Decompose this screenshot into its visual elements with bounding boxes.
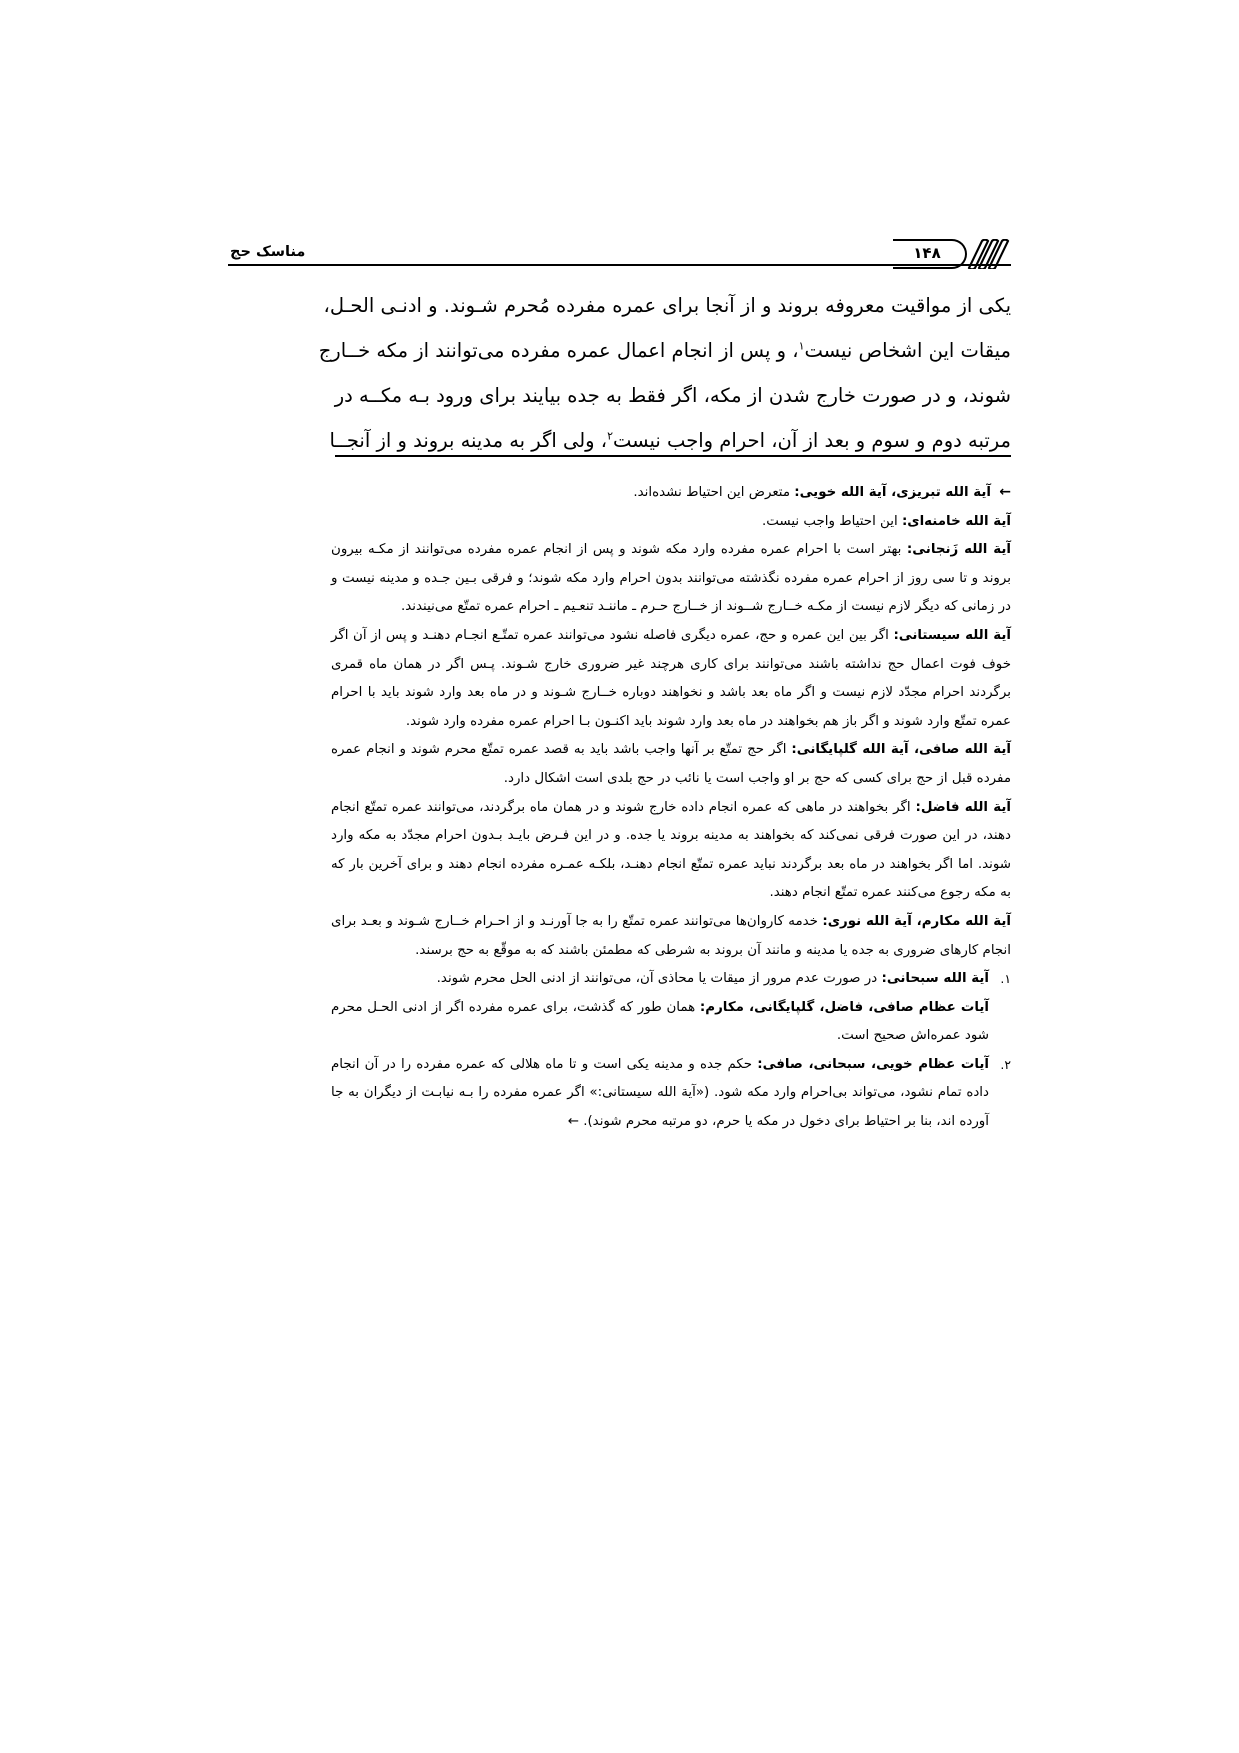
commentary-entry: [331, 736, 1011, 793]
main-body-text: [318, 283, 1011, 463]
page-number: ۱۴۸: [913, 243, 941, 262]
footnote-body: [331, 965, 989, 1051]
footnote-marker: ۲: [607, 429, 613, 443]
arrow-left-icon: ←: [999, 484, 1011, 500]
body-line: شوند، و در صورت خارج شدن از مکه، اگر فقط به جده بیایند برای ورود بـه مکــه در: [334, 384, 1011, 407]
commentary-entry: [331, 908, 1011, 965]
running-head-title: مناسک حج: [230, 244, 306, 260]
ruling-text: خدمه کاروان‌ها می‌توانند عمره تمتّع را به جا آورنـد و از احـرام خــارج شـوند و بعـد برای انجام کارهای ضروری به جده یا مدینه و مانند آن بروند به شرطی که مطمئن باشند که به موقّع به حج برسند.: [331, 913, 1011, 958]
commentary-entry: [331, 536, 1011, 622]
ruling-text: بهتر است با احرام عمره مفرده وارد مکه شوند و پس از انجام عمره مفرده می‌توانند از مکـه بیرون بروند و تا سی روز از احرام عمره مفرده نگذشته می‌توانند بدون احرام وارد مکه شوند؛ و فرقی بـین جـده و مدینه نیست و در زمانی که دیگر لازم نیست از مکـه خــارج شــوند از خــارج حـرم ـ ماننـد تنعـیم ـ احرام عمره تمتّع می‌نیندند.: [331, 542, 1011, 615]
commentary-entry: [331, 478, 1011, 508]
ruling-text: متعرض این احتیاط نشده‌اند.: [633, 485, 791, 500]
commentary-entry: [331, 508, 1011, 537]
ruling-text: اگر بین این عمره و حج، عمره دیگری فاصله نشود می‌توانند عمره تمتّـع انجـام دهنـد و پس از آن اگر خوف فوت اعمال حج نداشته باشند می‌توانند برای کاری هرچند غیر ضروری خارج شـوند. پـس اگر در همان ماه قمری برگردند احرام مجدّد لازم نیست و اگر ماه بعد باشد و نخواهند دوباره خــارج شـوند و در ماه بعد وارد شوند باید با احرام عمره تمتّع وارد شوند و اگر باز هم بخواهند در ماه بعد وارد شوند باید اکنـون بـا احرام عمره مفرده وارد شوند.: [331, 627, 1011, 729]
commentary-entry: [331, 794, 1011, 908]
authority-name: آیات عظام خویی، سبحانی، صافی:: [757, 1056, 989, 1072]
footnote-number: ۱.: [1000, 971, 1011, 987]
ruling-text: همان طور که گذشت، برای عمره مفرده اگر از ادنی الحـل محرم شود عمره‌اش صحیح است.: [331, 999, 989, 1044]
body-line: یکی از مواقیت معروفه بروند و از آنجا برای عمره مفرده مُحرم شـوند. و ادنـی الحـل،: [323, 294, 1011, 317]
footnote-number: ۲.: [1000, 1056, 1011, 1072]
ruling-text: این احتیاط واجب نیست.: [762, 513, 898, 529]
authority-name: آیة الله مکارم، آیة الله نوری:: [822, 913, 1012, 929]
authority-name: آیة الله زَنجانی:: [906, 542, 1011, 558]
commentary-entry: [331, 622, 1011, 736]
footnote-marker: ۱: [798, 339, 805, 353]
authority-name: آیة الله خامنه‌ای:: [901, 513, 1011, 529]
authority-name: آیة الله صافی، آیة الله گلپایگانی:: [791, 742, 1011, 758]
authority-name: آیة الله سیستانی:: [893, 627, 1012, 643]
page-header: [228, 222, 1011, 266]
header-divider: [228, 264, 1011, 266]
authority-name: آیة الله تبریزی، آیة الله خویی:: [794, 485, 991, 500]
commentary-block: [331, 478, 1011, 1137]
numbered-footnote: [331, 1051, 1011, 1137]
body-line: میقات این اشخاص نیست$^۱$، و پس از انجام اعمال عمره مفرده می‌توانند از مکه خــارج: [318, 339, 1011, 362]
authority-name: آیات عظام صافی، فاضل، گلپایگانی، مکارم:: [699, 999, 990, 1015]
ruling-text: حکم جده و مدینه یکی است و تا ماه هلالی که عمره مفرده را در آن انجام داده تمام نشود، می‌تواند بی‌احرام وارد مکه شود. («آیة الله سیستانی:» اگر عمره مفرده را بـه نیابـت از دیگران به جا آورده اند، بنا بر احتیاط برای دخول در مکه یا حرم، دو مرتبه محرم شوند). ←: [331, 1056, 989, 1130]
footnote-separator: [335, 455, 1011, 457]
ruling-text: در صورت عدم مرور از میقات یا محاذی آن، می‌توانند از ادنی الحل محرم شوند.: [436, 971, 878, 987]
ruling-text: اگر بخواهند در ماهی که عمره انجام داده خارج شوند و در همان ماه برگردند، می‌توانند عمره تمتّع انجام دهند، در این صورت فرقی نمی‌کند که بخواهند به مدینه بروند یا جده. و در این فـرض بایـد بـدون احرام مجدّد به مکه وارد شوند. اما اگر بخواهند در ماه بعد برگردند نباید عمره تمتّع انجام دهنـد، بلکـه عمـره مفرده انجام دهند و برای آخرین بار که به مکه رجوع می‌کنند عمره تمتّع انجام دهند.: [331, 799, 1011, 901]
authority-name: آیة الله سبحانی:: [881, 971, 989, 987]
body-paragraph: [318, 283, 1011, 463]
footnote-body: [331, 1051, 989, 1137]
numbered-footnote: [331, 965, 1011, 1051]
body-line: مرتبه دوم و سوم و بعد از آن، احرام واجب نیست$^۲$، ولی اگر به مدینه بروند و از آنجــا: [329, 429, 1011, 452]
ruling-text: اگر حج تمتّع بر آنها واجب باشد باید به قصد عمره تمتّع محرم شوند و انجام عمره مفرده قبل از حج برای کسی که حج بر او واجب است یا نائب در حج بلدی است اشکال دارد.: [331, 742, 1011, 786]
authority-name: آیة الله فاضل:: [915, 799, 1011, 815]
